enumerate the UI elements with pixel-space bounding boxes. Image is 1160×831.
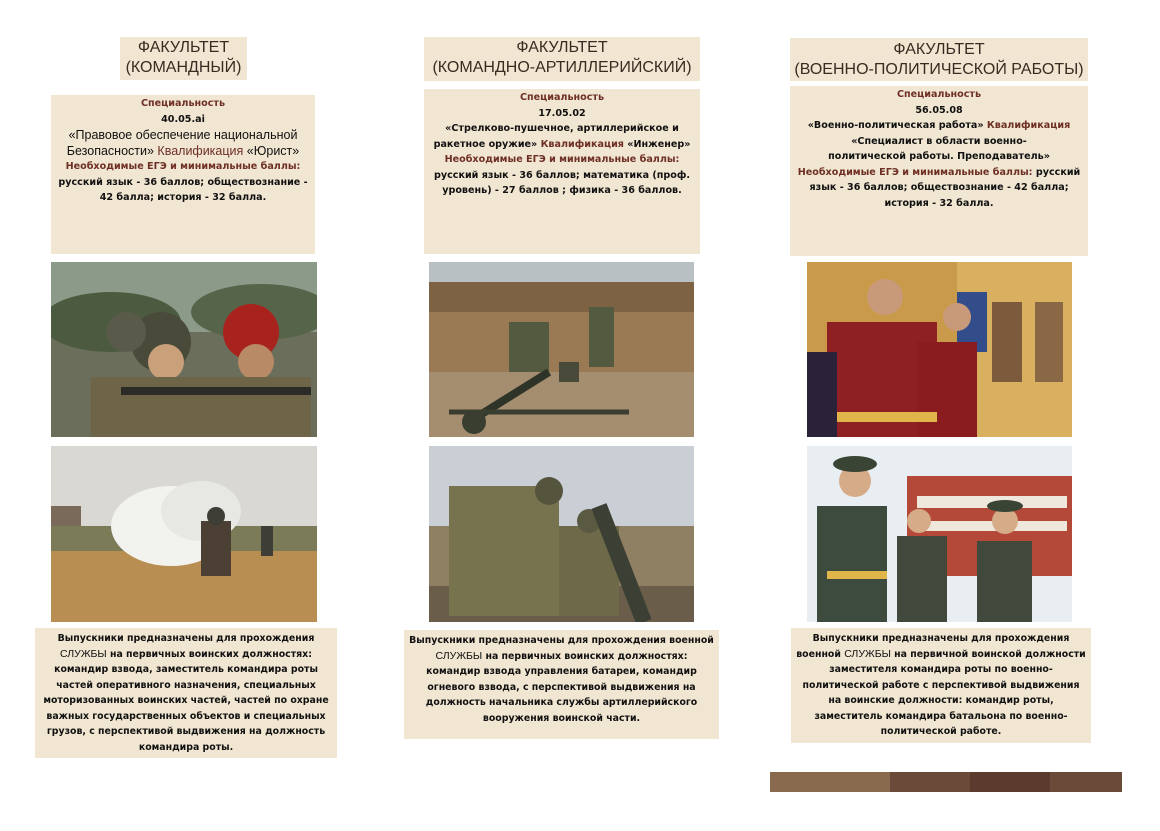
photo-artillery-crew [429,262,694,437]
specialty-name: «Военно-политическая работа» [807,120,984,131]
footer-text-a: Выпускники предназначены для прохождения военной [796,633,1070,660]
specialty-name-b: Безопасности» [66,144,154,158]
exam-text: русский язык - 36 баллов; обществознание - 42 балла; история - 32 балла. [58,176,308,203]
title-line: ФАКУЛЬТЕТ [893,41,985,58]
title-line: (ВОЕННО-ПОЛИТИЧЕСКОЙ РАБОТЫ) [794,61,1084,78]
qualification-value: «Инженер» [627,138,691,150]
faculty-title-artillery [424,38,700,78]
specialty-code: 17.05.02 [538,107,586,119]
graduate-info-political [791,628,1091,743]
footer-text-c: на первичных воинских должностях: командир взвода, заместитель командира роты частей оперативного назначения, специальных моторизованных воинских частей, частей по охране важных государственных объектов и специальных грузов, с перспективой выдвижения на должность командира роты. [43,648,329,753]
qualification-value: «Специалист в области военно-политической работы. Преподаватель» [828,135,1050,162]
photo-soldier-in-smoke [51,446,317,622]
exam-requirements [54,159,312,206]
specialty-card-command [51,95,315,254]
graduate-info-command [35,628,337,758]
photo-soldiers-mortar [429,446,694,622]
specialty-label: Специальность [519,92,605,103]
title-line: ФАКУЛЬТЕТ [137,39,230,56]
qualification-label: Квалификация [983,120,1071,131]
exam-requirements [793,165,1085,212]
title-line: (КОМАНДНЫЙ) [125,59,242,76]
title-line: ФАКУЛЬТЕТ [516,39,608,56]
exam-label: Необходимые ЕГЭ и минимальные баллы: [797,166,1033,178]
specialty-label: Специальность [896,89,982,100]
qualification-value: «Юрист» [246,144,300,158]
exam-text: русский язык - 36 баллов; обществознание - 42 балла; история - 32 балла. [809,166,1081,209]
qualification-label: Квалификация [537,138,628,150]
exam-requirements [427,152,697,199]
footer-text-b: СЛУЖБЫ [435,649,483,662]
specialty-label: Специальность [140,98,226,109]
faculty-title-political [786,40,1092,80]
specialty-name-a: «Правовое обеспечение национальной [68,128,298,142]
photo-strip-bottom [770,772,1122,792]
qualification-label: Квалификация [153,144,247,158]
specialty-code: 56.05.08 [915,104,963,116]
specialty-name: «Стрелково-пушечное, артиллерийское и ракетное оружие» [433,123,679,150]
specialty-card-artillery [424,89,700,254]
specialty-code: 40.05.ai [161,113,205,125]
specialty-name-qual [54,143,312,159]
photo-soldiers-with-rifles [51,262,317,437]
exam-label: Необходимые ЕГЭ и минимальные баллы: [444,154,680,165]
specialty-name [54,127,312,143]
title-line: (КОМАНДНО-АРТИЛЛЕРИЙСКИЙ) [432,59,692,76]
photo-honor-guard [807,262,1072,437]
specialty-name-qual [427,121,697,152]
faculty-title-command [110,38,257,78]
photo-cadets-parade [807,446,1072,622]
footer-text-c: на первичных воинских должностях: командир взвода управления батареи, командир огневого взвода, с перспективой выдвижения на должность начальника службы артиллерийского вооружения воинской части. [425,650,698,724]
footer-text-b: СЛУЖБЫ [60,647,107,660]
exam-label: Необходимые ЕГЭ и минимальные баллы: [65,161,301,172]
footer-text-b: СЛУЖБЫ [844,647,891,660]
footer-text-a: Выпускники предназначены для прохождения военной [409,635,714,646]
specialty-card-political [790,86,1088,256]
footer-text-a: Выпускники предназначены для прохождения [57,633,315,644]
exam-text: русский язык - 36 баллов; математика (проф. уровень) - 27 баллов ; физика - 36 баллов. [433,169,691,196]
footer-text-c: на первичной воинской должности заместителя командира роты по военно-политической работе с перспективой выдвижения на воинские должности: командир роты, заместитель командира батальона по военно-политической работе. [802,648,1086,737]
specialty-name-qual [793,118,1085,134]
graduate-info-artillery [404,630,719,739]
